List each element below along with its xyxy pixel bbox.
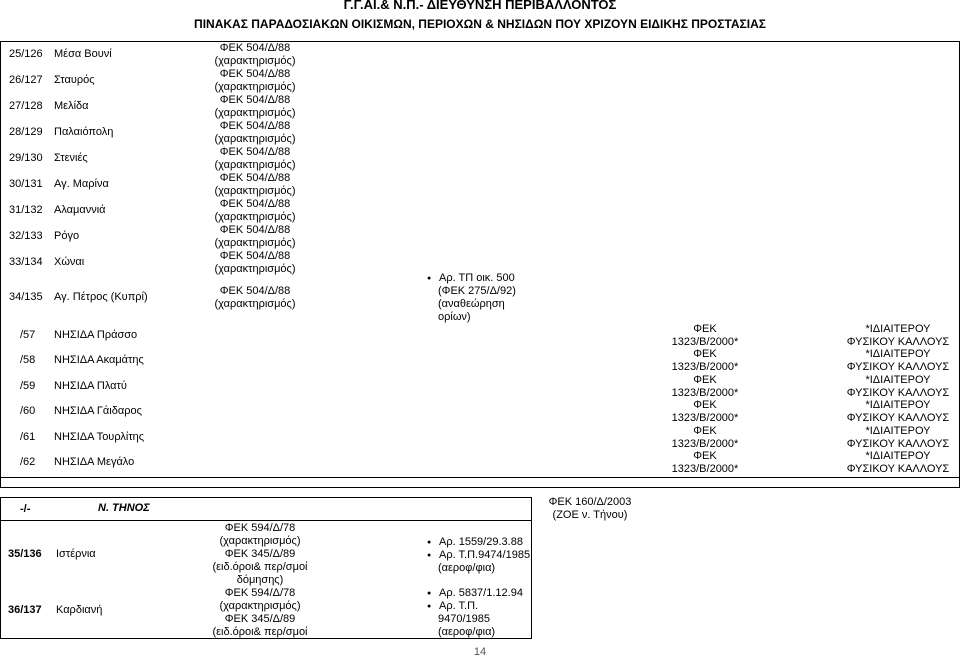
islet-fek: ΦΕΚ 1323/Β/2000* — [671, 425, 739, 450]
fek-cell: ΦΕΚ 504/Δ/88 (χαρακτηρισμός) — [214, 94, 296, 119]
islet-name: ΝΗΣΙΔΑ Πράσσο — [54, 329, 138, 341]
page-number: 14 — [473, 646, 487, 658]
islet-protection: *ΙΔΙΑΙΤΕΡΟΥ ΦΥΣΙΚΟΥ ΚΑΛΛΟΥΣ — [846, 323, 950, 348]
row-code: 26/127 — [9, 74, 43, 86]
row-code: 29/130 — [9, 152, 43, 164]
row-name: Ρόγο — [54, 230, 80, 242]
note-bullet: ● Αρ. Τ.Π.9474/1985 — [425, 549, 530, 562]
islet-protection: *ΙΔΙΑΙΤΕΡΟΥ ΦΥΣΙΚΟΥ ΚΑΛΛΟΥΣ — [846, 425, 950, 450]
border-top — [0, 497, 532, 498]
fek-cell: ΦΕΚ 504/Δ/88 (χαρακτηρισμός) — [214, 120, 296, 145]
row-code: 25/126 — [9, 48, 43, 60]
row-code: 31/132 — [9, 204, 43, 216]
islet-code: /59 — [20, 380, 36, 392]
row-name: Χώναι — [54, 256, 85, 268]
row-code: 27/128 — [9, 100, 43, 112]
table-title: ΠΙΝΑΚΑΣ ΠΑΡΑΔΟΣΙΑΚΩΝ ΟΙΚΙΣΜΩΝ, ΠΕΡΙΟΧΩΝ & ΝΗΣΙΔΩΝ ΠΟΥ ΧΡΙΖΟΥΝ ΕΙΔΙΚΗΣ ΠΡΟΣΤΑΣΙΑΣ — [194, 17, 766, 31]
note-bullet: ● Αρ. Τ.Π. — [425, 600, 523, 613]
row-name: Μέσα Βουνί — [54, 48, 112, 60]
islet-code: /60 — [20, 405, 36, 417]
islet-name: ΝΗΣΙΔΑ Τουρλίτης — [54, 431, 145, 443]
tinos-row-name: Καρδιανή — [56, 604, 103, 616]
fek-cell: ΦΕΚ 504/Δ/88 (χαρακτηρισμός) — [214, 146, 296, 171]
islet-fek: ΦΕΚ 1323/Β/2000* — [671, 374, 739, 399]
border-left — [0, 497, 1, 639]
revision-note: ● Αρ. ΤΠ οικ. 500 (ΦΕΚ 275/Δ/92) (αναθεώρηση ορίων) — [425, 272, 516, 324]
border-spacer — [0, 487, 960, 488]
row-name: Αγ. Μαρίνα — [54, 178, 109, 190]
row-code: 28/129 — [9, 126, 43, 138]
border-left — [0, 41, 1, 488]
tinos-row-name: Ιστέρνια — [56, 548, 96, 560]
tinos-row-code: 35/136 — [8, 548, 42, 560]
fek-cell: ΦΕΚ 504/Δ/88 (χαρακτηρισμός) — [214, 250, 296, 275]
note-bullet: ● Αρ. 5837/1.12.94 — [425, 587, 523, 600]
row-name: Αλαμαννιά — [54, 204, 106, 216]
islet-name: ΝΗΣΙΔΑ Ακαμάτης — [54, 354, 144, 366]
border-top — [0, 41, 960, 42]
fek-cell: ΦΕΚ 504/Δ/88 (χαρακτηρισμός) — [214, 68, 296, 93]
note-bullet: ● Αρ. ΤΠ οικ. 500 — [425, 272, 516, 285]
tinos-fek: ΦΕΚ 160/Δ/2003 (ΖΟΕ ν. Τήνου) — [548, 496, 632, 521]
islet-fek: ΦΕΚ 1323/Β/2000* — [671, 348, 739, 373]
border-bottom — [0, 477, 960, 478]
note-bullet: ● Αρ. 1559/29.3.88 — [425, 536, 530, 549]
row-name: Σταυρός — [54, 74, 95, 86]
islet-code: /61 — [20, 431, 36, 443]
border-right — [531, 497, 532, 639]
border-row — [0, 520, 532, 521]
islet-protection: *ΙΔΙΑΙΤΕΡΟΥ ΦΥΣΙΚΟΥ ΚΑΛΛΟΥΣ — [846, 374, 950, 399]
islet-name: ΝΗΣΙΔΑ Γάιδαρος — [54, 405, 142, 417]
fek-cell: ΦΕΚ 504/Δ/88 (χαρακτηρισμός) — [214, 198, 296, 223]
tinos-row-fek: ΦΕΚ 594/Δ/78 (χαρακτηρισμός) ΦΕΚ 345/Δ/89 (ειδ.όροι& περ/σμοί — [212, 587, 308, 638]
islet-protection: *ΙΔΙΑΙΤΕΡΟΥ ΦΥΣΙΚΟΥ ΚΑΛΛΟΥΣ — [846, 450, 950, 475]
row-name: Παλαιόπολη — [54, 126, 114, 138]
row-name: Μελίδα — [54, 100, 89, 112]
fek-cell: ΦΕΚ 504/Δ/88 (χαρακτηρισμός) — [214, 224, 296, 249]
islet-name: ΝΗΣΙΔΑ Πλατύ — [54, 380, 127, 392]
tinos-row-fek: ΦΕΚ 594/Δ/78 (χαρακτηρισμός) ΦΕΚ 345/Δ/89 (ειδ.όροι& περ/σμοί δόμησης) — [212, 522, 308, 586]
row-code: 30/131 — [9, 178, 43, 190]
islet-code: /58 — [20, 354, 36, 366]
row-name: Αγ. Πέτρος (Κυπρί) — [54, 291, 148, 303]
fek-cell: ΦΕΚ 504/Δ/88 (χαρακτηρισμός) — [214, 285, 296, 310]
tinos-row-notes: ● Αρ. 1559/29.3.88 ● Αρ. Τ.Π.9474/1985 (αεροφ/φια) — [425, 536, 530, 575]
tinos-code: -/- — [20, 503, 31, 515]
islet-name: ΝΗΣΙΔΑ Μεγάλο — [54, 456, 135, 468]
islet-code: /62 — [20, 456, 36, 468]
row-code: 34/135 — [9, 291, 43, 303]
islet-protection: *ΙΔΙΑΙΤΕΡΟΥ ΦΥΣΙΚΟΥ ΚΑΛΛΟΥΣ — [846, 399, 950, 424]
islet-fek: ΦΕΚ 1323/Β/2000* — [671, 450, 739, 475]
row-name: Στενιές — [54, 152, 88, 164]
islet-fek: ΦΕΚ 1323/Β/2000* — [671, 399, 739, 424]
fek-cell: ΦΕΚ 504/Δ/88 (χαρακτηρισμός) — [214, 42, 296, 67]
row-code: 32/133 — [9, 230, 43, 242]
tinos-row-notes: ● Αρ. 5837/1.12.94 ● Αρ. Τ.Π. 9470/1985 (αεροφ/φια) — [425, 587, 523, 639]
islet-code: /57 — [20, 329, 36, 341]
document-title: Γ.Γ.ΑΙ.& Ν.Π.- ΔΙΕΥΘΥΝΣΗ ΠΕΡΙΒΑΛΛΟΝΤΟΣ — [343, 0, 617, 12]
tinos-title: Ν. ΤΗΝΟΣ — [98, 502, 150, 514]
tinos-row-code: 36/137 — [8, 604, 42, 616]
fek-cell: ΦΕΚ 504/Δ/88 (χαρακτηρισμός) — [214, 172, 296, 197]
islet-protection: *ΙΔΙΑΙΤΕΡΟΥ ΦΥΣΙΚΟΥ ΚΑΛΛΟΥΣ — [846, 348, 950, 373]
islet-fek: ΦΕΚ 1323/Β/2000* — [671, 323, 739, 348]
row-code: 33/134 — [9, 256, 43, 268]
